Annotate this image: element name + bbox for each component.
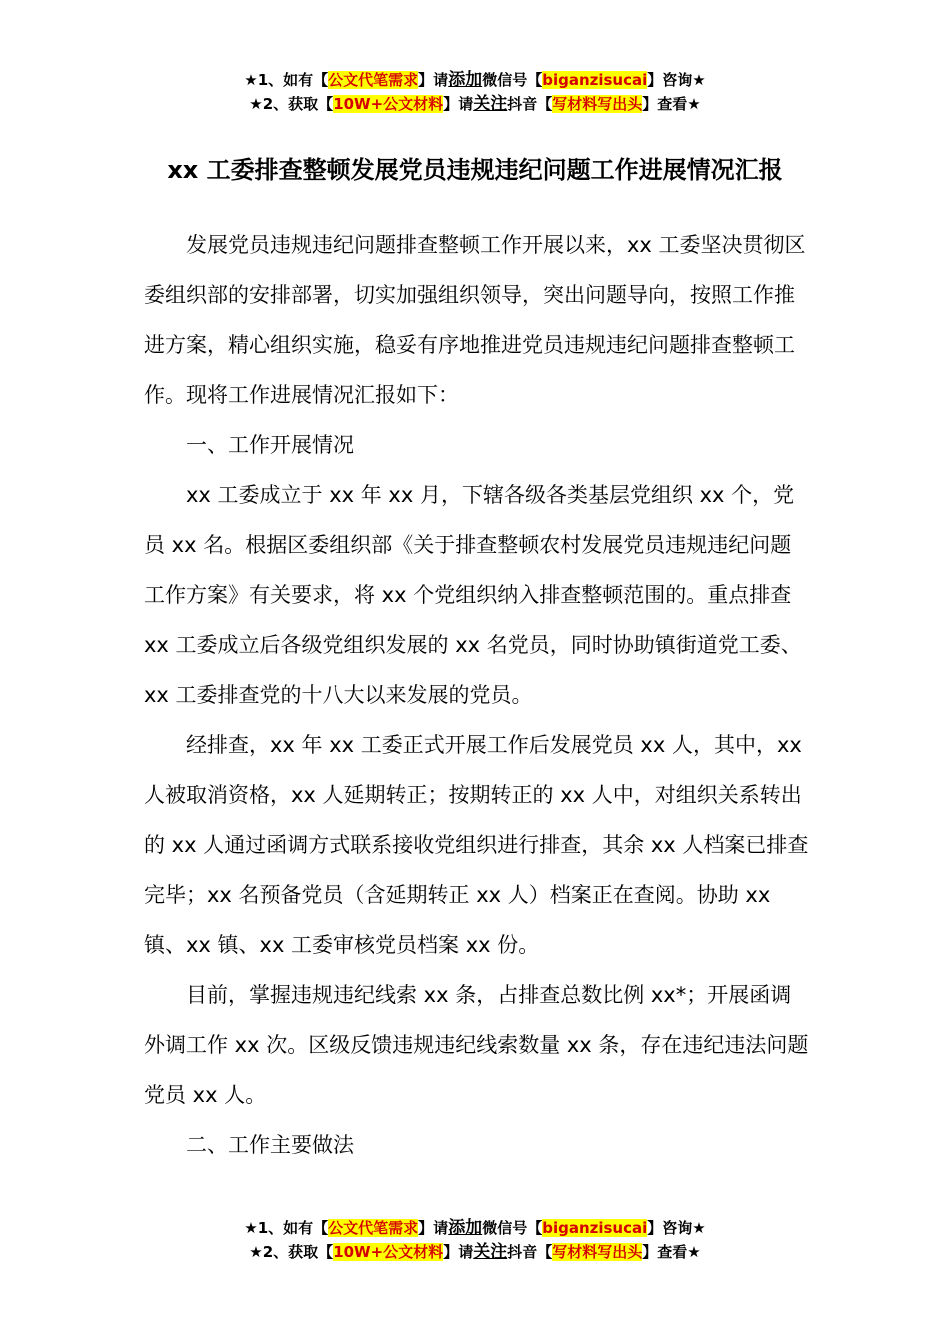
banner-text: 】请 bbox=[418, 1219, 449, 1237]
header-banner bbox=[0, 68, 950, 116]
banner-highlight: 10W+公文材料 bbox=[333, 1243, 444, 1261]
banner-text: 微信号【 bbox=[482, 1219, 543, 1237]
banner-text: ★2、获取【 bbox=[249, 1243, 334, 1261]
banner-underline: 添加 bbox=[448, 1218, 483, 1238]
document-title: xx 工委排查整顿发展党员违规违纪问题工作进展情况汇报 bbox=[167, 156, 783, 184]
paragraph: xx 工委成立于 xx 年 xx 月，下辖各级各类基层党组织 xx 个，党员 xx 名。根据区委组织部《关于排查整顿农村发展党员违规违纪问题工作方案》有关要求，将 xx 个党组织纳入排查整顿范围的。重点排查 xx 工委成立后各级党组织发展的 xx 名党员，同时协助镇街道党工委、xx 工委排查党的十八大以来发展的党员。 bbox=[144, 483, 802, 707]
banner-highlight: 公文代笔需求 bbox=[328, 1219, 419, 1237]
section-heading: 二、工作主要做法 bbox=[186, 1133, 354, 1157]
banner-underline: 添加 bbox=[448, 70, 483, 90]
banner-highlight: 写材料写出头 bbox=[552, 1243, 643, 1261]
banner-line-2 bbox=[0, 1240, 950, 1264]
banner-text: 】咨询★ bbox=[647, 1219, 706, 1237]
section-heading: 一、工作开展情况 bbox=[186, 433, 354, 457]
banner-text: 】咨询★ bbox=[647, 71, 706, 89]
banner-text: 抖音【 bbox=[507, 95, 553, 113]
footer-banner bbox=[0, 1216, 950, 1264]
banner-text: 】请 bbox=[443, 1243, 474, 1261]
banner-underline: 关注 bbox=[473, 1242, 508, 1262]
banner-line-1 bbox=[0, 68, 950, 92]
banner-text: 】请 bbox=[443, 95, 474, 113]
document-body bbox=[144, 220, 809, 1170]
banner-text: 抖音【 bbox=[507, 1243, 553, 1261]
banner-highlight: 写材料写出头 bbox=[552, 95, 643, 113]
banner-highlight: 公文代笔需求 bbox=[328, 71, 419, 89]
banner-text: ★2、获取【 bbox=[249, 95, 334, 113]
banner-highlight: 10W+公文材料 bbox=[333, 95, 444, 113]
banner-underline: 关注 bbox=[473, 94, 508, 114]
banner-line-1 bbox=[0, 1216, 950, 1240]
banner-line-2 bbox=[0, 92, 950, 116]
banner-highlight: biganzisucai bbox=[542, 1219, 648, 1237]
paragraph: 目前，掌握违规违纪线索 xx 条，占排查总数比例 xx*；开展函调外调工作 xx 次。区级反馈违规违纪线索数量 xx 条，存在违纪违法问题党员 xx 人。 bbox=[144, 983, 809, 1107]
banner-text: 】查看★ bbox=[642, 1243, 701, 1261]
banner-text: 】请 bbox=[418, 71, 449, 89]
banner-text: 】查看★ bbox=[642, 95, 701, 113]
banner-text: ★1、如有【 bbox=[244, 71, 329, 89]
paragraph: 经排查，xx 年 xx 工委正式开展工作后发展党员 xx 人，其中，xx 人被取消资格，xx 人延期转正；按期转正的 xx 人中，对组织关系转出的 xx 人通过函调方式联系接收党组织进行排查，其余 xx 人档案已排查完毕；xx 名预备党员（含延期转正 xx 人）档案正在查阅。协助 xx 镇、xx 镇、xx 工委审核党员档案 xx 份。 bbox=[144, 733, 809, 957]
banner-text: 微信号【 bbox=[482, 71, 543, 89]
paragraph: 发展党员违规违纪问题排查整顿工作开展以来，xx 工委坚决贯彻区委组织部的安排部署，切实加强组织领导，突出问题导向，按照工作推进方案，精心组织实施，稳妥有序地推进党员违规违纪问题排查整顿工作。现将工作进展情况汇报如下： bbox=[144, 233, 806, 407]
banner-highlight: biganzisucai bbox=[542, 71, 648, 89]
banner-text: ★1、如有【 bbox=[244, 1219, 329, 1237]
